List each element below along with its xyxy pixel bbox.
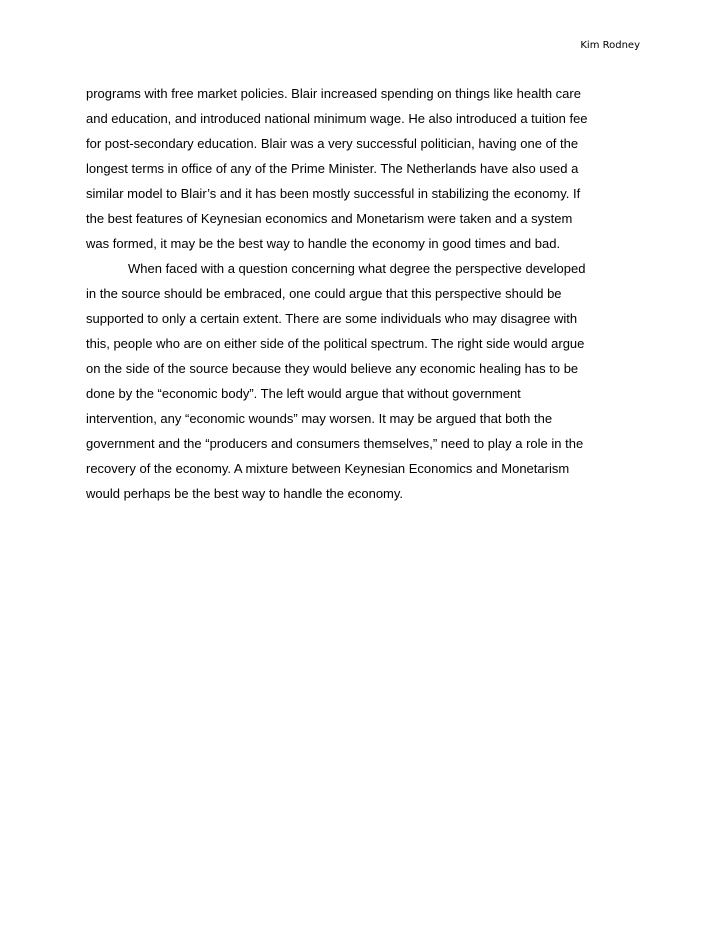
document-body bbox=[86, 81, 646, 506]
text-line: would perhaps be the best way to handle the economy. bbox=[86, 486, 404, 501]
text-line: on the side of the source because they would believe any economic healing has to be bbox=[86, 361, 579, 376]
text-line: this, people who are on either side of the political spectrum. The right side would argue bbox=[86, 336, 585, 351]
text-line: done by the “economic body”. The left would argue that without government bbox=[86, 386, 521, 401]
header-author-name: Kim Rodney bbox=[580, 40, 640, 51]
text-line: recovery of the economy. A mixture between Keynesian Economics and Monetarism bbox=[86, 461, 570, 476]
text-line: was formed, it may be the best way to handle the economy in good times and bad. bbox=[86, 236, 561, 251]
text-line: intervention, any “economic wounds” may worsen. It may be argued that both the bbox=[86, 411, 553, 426]
paragraph-2 bbox=[86, 256, 646, 506]
text-line: for post-secondary education. Blair was a very successful politician, having one of the bbox=[86, 136, 579, 151]
text-line: the best features of Keynesian economics and Monetarism were taken and a system bbox=[86, 211, 573, 226]
text-line: supported to only a certain extent. There are some individuals who may disagree with bbox=[86, 311, 578, 326]
text-line: programs with free market policies. Blair increased spending on things like health care bbox=[86, 86, 581, 101]
text-line: government and the “producers and consumers themselves,” need to play a role in the bbox=[86, 436, 584, 451]
text-line: in the source should be embraced, one could argue that this perspective should be bbox=[86, 286, 562, 301]
text-line: and education, and introduced national minimum wage. He also introduced a tuition fee bbox=[86, 111, 588, 126]
paragraph-1 bbox=[86, 81, 646, 256]
text-line: similar model to Blair’s and it has been mostly successful in stabilizing the economy. If bbox=[86, 186, 581, 201]
text-line: longest terms in office of any of the Prime Minister. The Netherlands have also used a bbox=[86, 161, 579, 176]
text-line: When faced with a question concerning what degree the perspective developed bbox=[128, 261, 586, 276]
